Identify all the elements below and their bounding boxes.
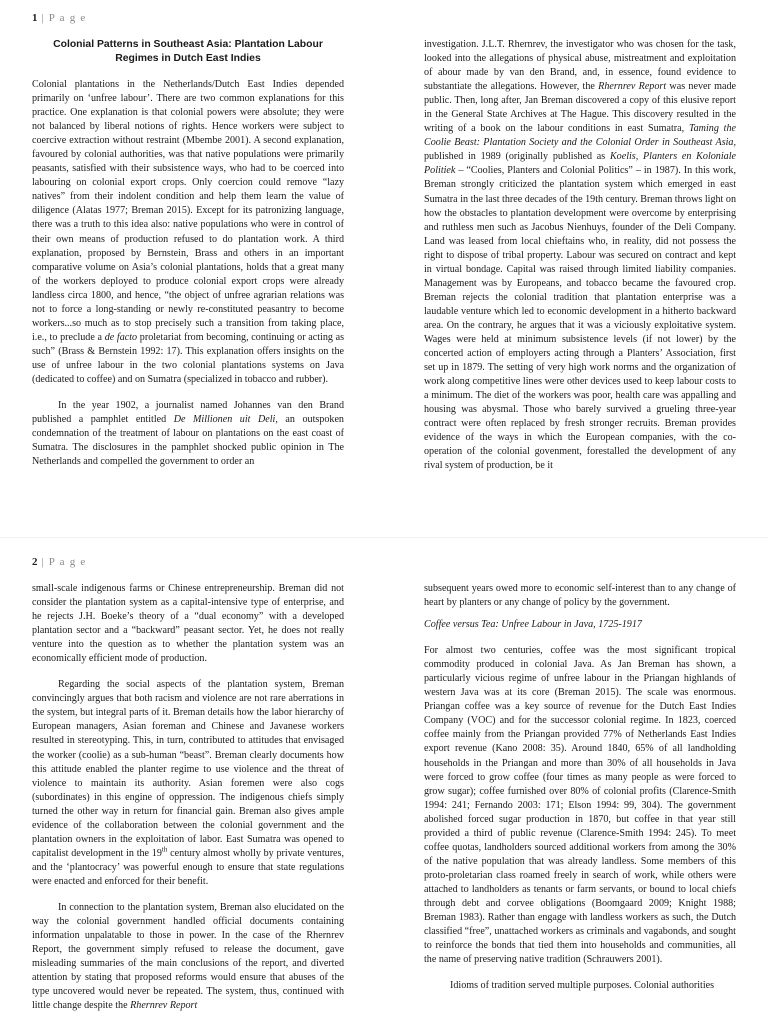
paragraph: subsequent years owed more to economic self-interest than to any change of heart by planters or any change of policy by the government. — [424, 583, 736, 609]
text-run: was never made public. Then, long after, Jan Breman discovered a copy of this elusive report in the General State Archives at The Hague. This discovery resulted in the writing of a book on the labour conditions in east Sumatra, — [424, 81, 736, 135]
page-word: | P a g e — [37, 556, 87, 568]
page1-right-column — [424, 38, 736, 500]
section-heading: Coffee versus Tea: Unfree Labour in Java, 1725-1917 — [424, 619, 642, 631]
paragraph — [32, 399, 344, 469]
text-run: century almost wholly by private ventures, and the ‘plantocracy’ was powerful enough to ensure that state regulations were enacted and enforced for their benefit. — [32, 847, 344, 887]
italic-title: Taming the Coolie Beast: Plantation Society and the Colonial Order in Southeast Asia, — [424, 123, 736, 149]
page-number: 2 — [32, 556, 38, 568]
text-run: Regarding the social aspects of the plantation system, Breman convincingly argues that both racism and violence are not rare aberrations in the system, but integral parts of it. Breman details how the labor hierarchy of European managers, Asian foreman and Chinese and Javanese workers resulted in stereotyping. This, in turn, contributed to attitudes that envisaged the worker (coolie) as a sub-human “beast”. Breman clearly documents how this attitude enabled the planter regime to use violence and the threat of violence to maintain its authority. Asian foremen were also cogs (subordinates) in this engine of oppression. The indigenous chiefs simply turned the other way in return for financial gain. Breman also gives ample evidence of the collaboration between the colonial government and the plantation owners in the exploitation of labor. East Sumatra was opened to capitalist development in the 19 — [32, 679, 344, 859]
text-run: Colonial plantations in the Netherlands/Dutch East Indies depended primarily on ‘unfree labour’. There are two common explanations for this practice. One explanation is that colonial powers were absolute; they were not balanced by liberal notions of rights. Hence workers were subject to coercive extraction without restraint (Mbembe 2001). A second explanation, favoured by colonial authorities, was that native populations were primarily peasants, satisfied with their subsistence ways, who had to be coerced into labouring on colonial export crops. Only coercion could remove “lazy natives” from their indolent condition and help them learn the value of diligence (Alatas 1977; Breman 2015). Except for its patronizing language, there was a truth to this idea also: native populations who were in control of their own means of production refused to do plantation work. A third explanation, proposed by Bernstein, Brass and others in an important comparative volume on Asia’s colonial plantations, holds that a great many of the workers deployed to produce colonial export crops were already landless circa 1800, and hence, “the object of unfree agrarian relations was not to force a long-standing or newly re-constituted peasantry to become workers...so much as to stop precisely such a transition from taking place, i.e., to preclude a — [32, 79, 344, 343]
text-run: In connection to the plantation system, Breman also elucidated on the way the colonial government handled official documents containing information unpalatable to those in power. In the case of the Rhernrev Report, the government simply refused to release the document, gave misleading summaries of the main conclusions of the report, and diverted attention by stating that proposed reforms would ensure that abuses of the type uncovered would never be repeated. The system, thus, continued with little change despite the — [32, 901, 344, 1012]
text-run: published in 1989 (originally published as — [424, 151, 610, 163]
article-title: Colonial Patterns in Southeast Asia: Plantation Labour Regimes in Dutch East Indies — [53, 39, 323, 64]
text-run: investigation. J.L.T. Rhernrev, the investigator who was chosen for the task, looked into the allegations of physical abuse, mistreatment and exploitation of abour made by van den Brand, and, in essence, found evidence to substantiate the allegations. However, the — [424, 39, 736, 93]
page-number-label — [32, 12, 86, 24]
paragraph: Idioms of tradition served multiple purposes. Colonial authorities — [450, 980, 715, 992]
page-divider — [0, 537, 768, 538]
page1-left-column — [32, 38, 344, 500]
text-run: In the year 1902, a journalist named Johannes van den Brand published a pamphlet entitled — [32, 400, 344, 426]
italic-term: de facto — [104, 331, 138, 343]
text-run: – “Coolies, Planters and Colonial Politics” – in 1987). In this work, Breman strongly criticized the plantation system which emerged in east Sumatra in the last three decades of the 19th century. Breman throws light on how the obstacles to plantation development were overcome by enterprising and ruthless men such as Jacobus Nienhuys, founder of the Deli Company. Land was leased from local chieftains who, in reality, did not possess the right to dispose of tribal property. Labour was secured on contract and kept in virtual bondage. Capital was raised through limited liability companies. Management was by Europeans, and tobacco became the favoured crop. Breman rejects the colonial tradition that plantation enterprise was a laudable venture which led to economic development in a hitherto backward area. On the contrary, he argues that it was a viciously exploitative system. Wages were held at minimum subsistence levels (if not lower) by the concerted action of employers acting through a Planters’ Association, first set up in 1879. The setting of very high work norms and the organization of work along competitive lines were other devices used to keep labour costs to a minimum. The diet of the workers was poor, health care was appalling and housing was abysmal. Those who barely survived a grueling three-year contract were often replaced by fresh stronger recruits. Breman provides evidence of the ways in which the European companies, with the co-operation of the colonial govenment, forestalled the development of any rival system of production, be it — [424, 165, 736, 472]
text-run: an outspoken condemnation of the treatment of labour on plantations on the east coast of Sumatra. The disclosures in the pamphlet shocked public opinion in The Netherlands and compelled the government to order an — [32, 414, 344, 468]
italic-title: De Millionen uit Deli, — [173, 414, 278, 426]
italic-title: Koelis, Planters en Koloniale Politiek — [424, 151, 736, 177]
page-number-label — [32, 556, 86, 568]
italic-title: Rhernrev Report — [598, 81, 667, 93]
page-word: | P a g e — [37, 12, 87, 24]
paragraph — [424, 38, 736, 473]
paragraph — [32, 78, 344, 387]
page2-right-column — [424, 582, 736, 1024]
paragraph: For almost two centuries, coffee was the most significant tropical commodity produced in colonial Java. As Jan Breman has shown, a particularly vicious regime of unfree labour in the Priangan highlands of western Java was at its core (Breman 2015). The scale was enormous. Priangan coffee was a key source of revenue for the Dutch East Indies Company (VOC) and for the successor colonial regime. In 1823, coerced coffee mainly from the Priangan provided 77% of Netherlands East Indies export revenue (Kano 2008: 35). Around 1840, 65% of all landholding households in the Priangan and more than 30% of all households in Java were forced to grow coffee (four times as many people as were forced to grow sugar); coffee furnished over 80% of colonial profits (Clarence-Smith 1994: 241; Fernando 2003: 171; Elson 1994: 99, 304). The government abolished forced sugar production in 1870, but coffee in that year still provided a third of public revenue (Clarence-Smith 1994: 245). To meet coffee quotas, landholders sourced additional workers from among the 30% of the native population that was already landless. Some members of this proto-proletarian class roamed freely in search of work, while others were attached to landholders as tenants or farm servants, or bound to local chiefs through debt and corvee obligations (Boomgaard 2009; Knight 1988; Breman 1983). Rather than engage with landless workers as such, the Dutch classified “free”, unattached workers as criminals and vagabonds, and sought to reinforce the bonds that tied them into households and communities, all the name of preserving native tradition (Schrauwers 2001). — [424, 645, 736, 966]
paragraph — [32, 678, 344, 889]
paragraph: small-scale indigenous farms or Chinese entrepreneurship. Breman did not consider the plantation system as a capital-intensive type of enterprise, and he rejects J.H. Boeke’s theory of a “dual economy” with a developed plantation sector and a “backward” peasant sector. Yet, he does not really venture into the question as to whether the plantation system was an economically efficient mode of production. — [32, 583, 344, 665]
paragraph — [32, 901, 344, 1013]
page2-left-column — [32, 582, 344, 1024]
page-number: 1 — [32, 12, 38, 24]
superscript: th — [161, 845, 168, 854]
italic-title: Rhernrev Report — [130, 1000, 198, 1012]
text-run: proletariat from becoming, continuing or acting as such” (Brass & Bernstein 1992: 17). This explanation offers insights on the use of unfree labour in the two colonial plantations systems on Java (dedicated to coffee) and on Sumatra (specialized in tobacco and rubber). — [32, 331, 344, 385]
